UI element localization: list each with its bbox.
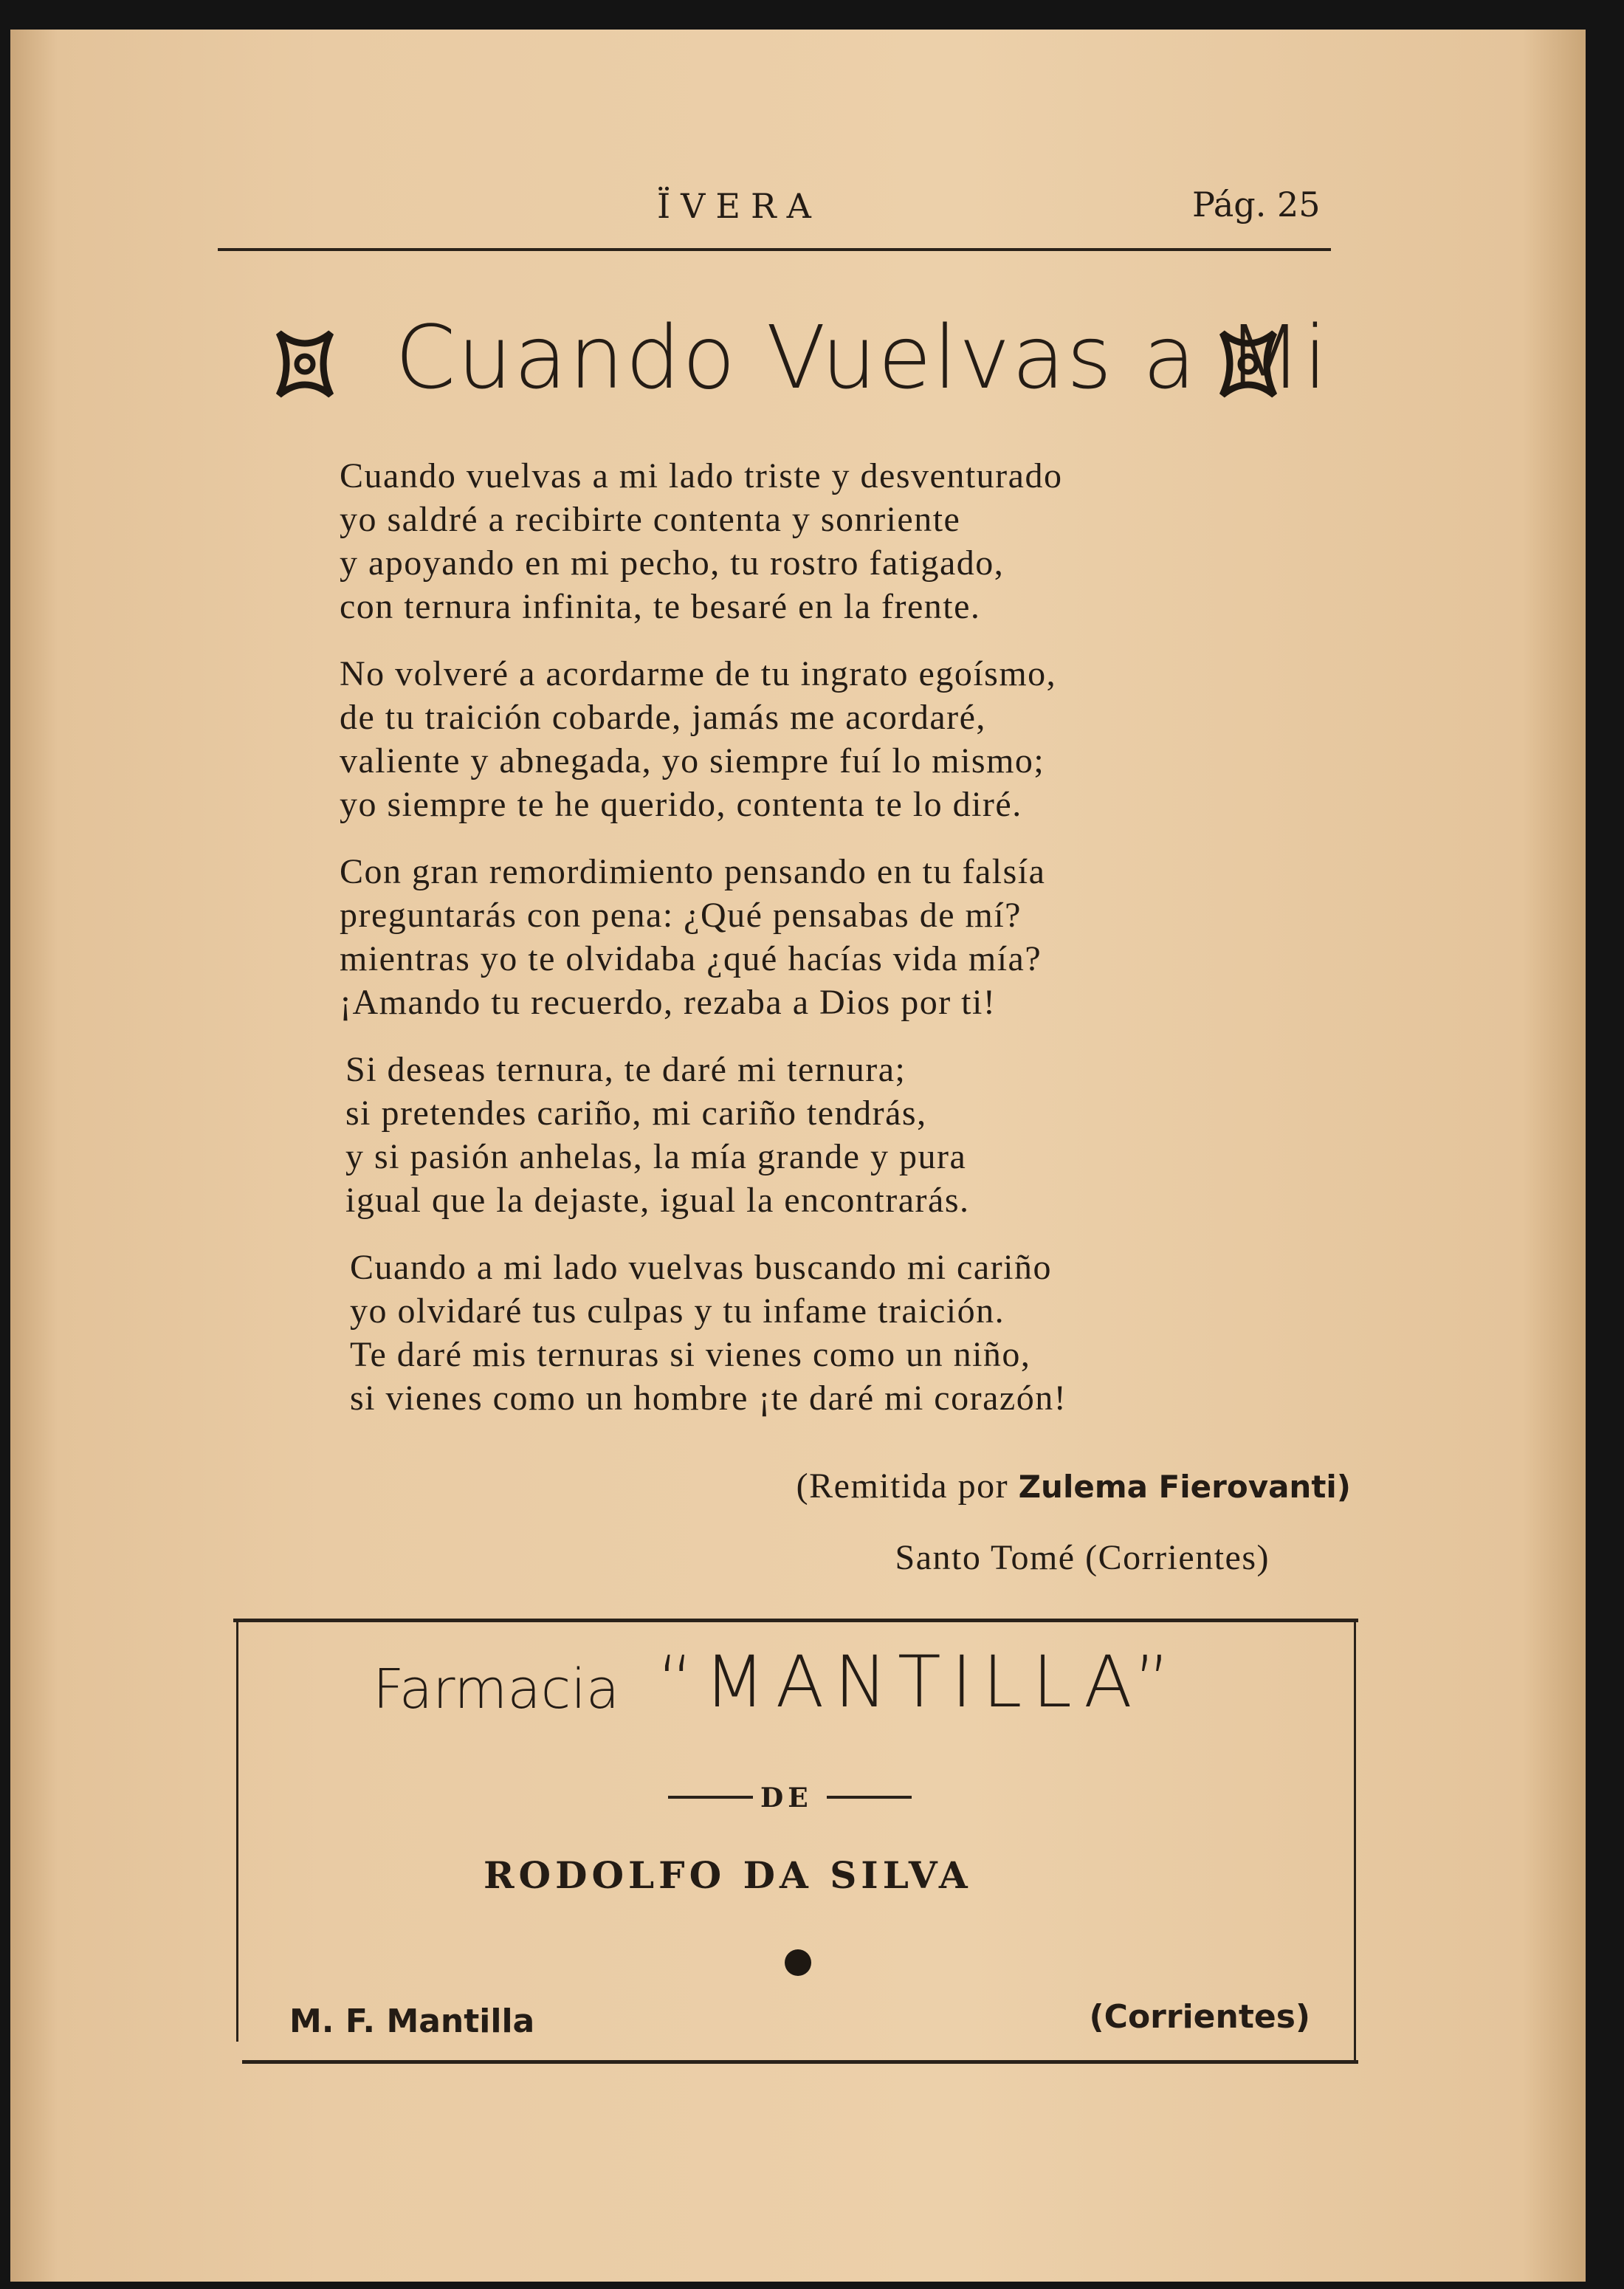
- poem-line: si pretendes cariño, mi cariño tendrás,: [345, 1094, 927, 1133]
- ad-left-text: M. F. Mantilla: [289, 2003, 535, 2040]
- ad-right-rule: [1354, 1621, 1356, 2060]
- stanza: [345, 1048, 1067, 1222]
- poem-title: Cuando Vuelvas a Mi: [395, 306, 1329, 408]
- poem-credit: [796, 1466, 1351, 1506]
- page-number: Pág. 25: [1192, 185, 1321, 224]
- ad-dash-left: [668, 1796, 753, 1799]
- poem-line: Cuando a mi lado vuelvas buscando mi cariño: [350, 1248, 1052, 1287]
- magazine-name: ÏVERA: [657, 186, 822, 226]
- credit-place: Santo Tomé (Corrientes): [895, 1538, 1270, 1577]
- ornament-icon: [1217, 329, 1280, 399]
- poem-line: valiente y abnegada, yo siempre fuí lo mismo;: [340, 741, 1045, 780]
- poem-line: yo saldré a recibirte contenta y sonriente: [340, 500, 961, 539]
- poem-line: si vienes como un hombre ¡te daré mi corazón!: [350, 1379, 1067, 1418]
- ad-de: DE: [760, 1782, 813, 1813]
- poem-line: ¡Amando tu recuerdo, rezaba a Dios por ti!: [340, 983, 997, 1022]
- stanza: [340, 652, 1067, 826]
- ad-pharmacy-name: “MANTILLA”: [657, 1641, 1181, 1723]
- bullet-dot-icon: [785, 1949, 811, 1976]
- poem-line: mientras yo te olvidaba ¿qué hacías vida mía?: [340, 939, 1042, 978]
- poem-line: igual que la dejaste, igual la encontrarás.: [345, 1181, 970, 1220]
- credit-author: Zulema Fierovanti): [1018, 1469, 1351, 1505]
- poem-line: yo siempre te he querido, contenta te lo diré.: [340, 785, 1022, 824]
- poem-line: y apoyando en mi pecho, tu rostro fatigado,: [340, 543, 1005, 583]
- poem-line: y si pasión anhelas, la mía grande y pura: [345, 1137, 967, 1176]
- poem-line: Si deseas ternura, te daré mi ternura;: [345, 1050, 906, 1089]
- poem-line: con ternura infinita, te besaré en la frente.: [340, 587, 981, 626]
- credit-prefix: (Remitida por: [796, 1466, 1009, 1506]
- poem-line: No volveré a acordarme de tu ingrato egoísmo,: [340, 654, 1057, 693]
- ad-farmacia: Farmacia: [373, 1658, 620, 1721]
- poem-line: Con gran remordimiento pensando en tu falsía: [340, 852, 1046, 891]
- poem-line: Cuando vuelvas a mi lado triste y desventurado: [340, 456, 1063, 495]
- ad-top-rule: [233, 1619, 1358, 1622]
- poem-body: [340, 454, 1067, 1444]
- stanza: [340, 454, 1067, 628]
- ornament-icon: [273, 329, 337, 399]
- poem-line: de tu traición cobarde, jamás me acordaré,: [340, 698, 986, 737]
- header-rule: [218, 248, 1331, 251]
- ad-dash-right: [827, 1796, 912, 1799]
- poem-line: preguntarás con pena: ¿Qué pensabas de mí?: [340, 896, 1022, 935]
- ad-bottom-rule: [242, 2060, 1358, 2064]
- ad-owner: RODOLFO DA SILVA: [484, 1853, 972, 1897]
- ad-right-text: (Corrientes): [1089, 1998, 1310, 2036]
- ad-left-rule: [236, 1621, 238, 2042]
- poem-line: yo olvidaré tus culpas y tu infame traición.: [350, 1291, 1005, 1331]
- stanza: [350, 1246, 1067, 1420]
- stanza: [340, 850, 1067, 1024]
- poem-line: Te daré mis ternuras si vienes como un niño,: [350, 1335, 1031, 1374]
